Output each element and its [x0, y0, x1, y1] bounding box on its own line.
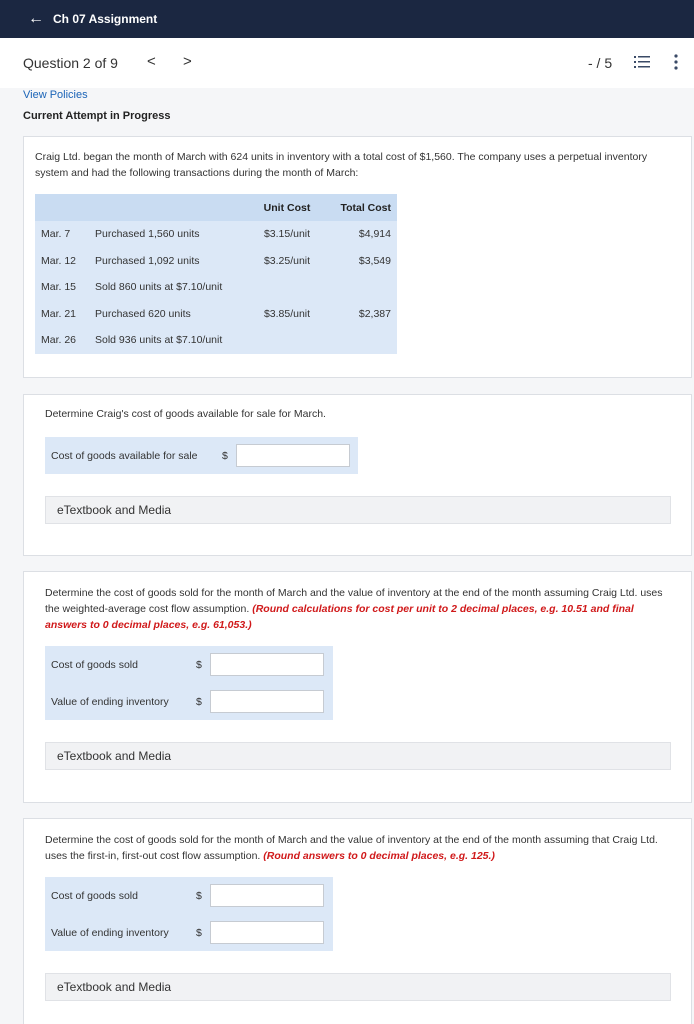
currency-symbol: $: [196, 889, 202, 902]
row-unit-cost: $3.15/unit: [263, 228, 311, 241]
row-unit-cost: $3.25/unit: [263, 254, 311, 267]
attempt-status: Current Attempt in Progress: [23, 110, 171, 122]
part1-prompt: Determine Craig's cost of goods available for sale for March.: [45, 408, 326, 420]
field-label: Cost of goods available for sale: [51, 449, 198, 462]
field-label: Value of ending inventory: [51, 926, 169, 939]
top-bar: [0, 0, 694, 38]
row-total-cost: [327, 274, 397, 301]
field-label: Value of ending inventory: [51, 695, 169, 708]
row-description: Sold 936 units at $7.10/unit: [95, 334, 223, 347]
part3-rounding-instruction: (Round answers to 0 decimal places, e.g. 125.): [263, 850, 495, 862]
part3-question-text: Determine the cost of goods sold for the month of March and the value of inventory at the end of the month assuming that Craig Ltd. uses the first-in, first-out cost flow assumption.: [45, 834, 658, 862]
column-header: [95, 194, 247, 221]
row-date: Mar. 15: [41, 281, 77, 294]
table-row: [35, 221, 397, 248]
answer-row-ending-inventory: [45, 914, 333, 951]
previous-question-button[interactable]: <: [147, 53, 156, 70]
problem-intro: Craig Ltd. began the month of March with 624 units in inventory with a total cost of $1,560. The company uses a perpetual inventory system and had the following transactions during the month of March:: [35, 151, 648, 179]
currency-symbol: $: [222, 449, 228, 462]
row-description: Sold 860 units at $7.10/unit: [95, 281, 223, 294]
part2-prompt: [45, 585, 670, 633]
row-total-cost: [327, 327, 397, 354]
part2-rounding-instruction: (Round calculations for cost per unit to 2 decimal places, e.g. 10.51 and final answers to 0 decimal places, e.g. 61,053.): [45, 603, 634, 631]
field-label: Cost of goods sold: [51, 658, 138, 671]
row-date: Mar. 21: [41, 307, 77, 320]
view-policies-link[interactable]: View Policies: [23, 89, 88, 101]
question-counter: Question 2 of 9: [23, 55, 118, 71]
problem-card: [23, 136, 692, 378]
row-date: Mar. 26: [41, 334, 77, 347]
row-unit-cost: [247, 274, 327, 301]
row-unit-cost: [247, 327, 327, 354]
row-total-cost: $2,387: [358, 307, 391, 320]
row-total-cost: $3,549: [358, 254, 391, 267]
part3-answer-box: [45, 877, 333, 951]
table-row: [35, 274, 397, 301]
next-question-button[interactable]: >: [183, 53, 192, 70]
row-description: Purchased 620 units: [95, 307, 191, 320]
answer-row-ending-inventory: [45, 683, 333, 720]
table-header: [35, 194, 397, 221]
table-row: [35, 301, 397, 328]
part3-card: [23, 818, 692, 1024]
column-header-total-cost: Total Cost: [327, 194, 397, 221]
currency-symbol: $: [196, 658, 202, 671]
row-description: Purchased 1,092 units: [95, 254, 200, 267]
etextbook-media-button[interactable]: eTextbook and Media: [45, 496, 671, 524]
part3-prompt: [45, 832, 670, 864]
currency-symbol: $: [196, 926, 202, 939]
row-date: Mar. 7: [41, 228, 71, 241]
part2-answer-box: [45, 646, 333, 720]
etextbook-media-button[interactable]: eTextbook and Media: [45, 742, 671, 770]
back-arrow-icon[interactable]: ←: [28, 10, 44, 27]
wa-ending-inventory-input[interactable]: [210, 690, 324, 713]
transactions-table: [35, 194, 397, 354]
etextbook-media-button[interactable]: eTextbook and Media: [45, 973, 671, 1001]
assignment-title: Ch 07 Assignment: [53, 12, 158, 26]
row-date: Mar. 12: [41, 254, 77, 267]
fifo-ending-inventory-input[interactable]: [210, 921, 324, 944]
wa-cost-of-goods-sold-input[interactable]: [210, 653, 324, 676]
currency-symbol: $: [196, 695, 202, 708]
part2-question-text: Determine the cost of goods sold for the month of March and the value of inventory at the end of the month assuming Craig Ltd. uses the weighted-average cost flow assumption.: [45, 587, 663, 615]
column-header-unit-cost: Unit Cost: [247, 194, 327, 221]
cost-of-goods-available-input[interactable]: [236, 444, 350, 467]
row-description: Purchased 1,560 units: [95, 228, 200, 241]
part2-card: [23, 571, 692, 803]
answer-row-cogs: [45, 646, 333, 683]
answer-row-cogs: [45, 877, 333, 914]
part1-answer-box: [45, 437, 358, 474]
row-total-cost: $4,914: [358, 228, 391, 241]
more-vertical-icon[interactable]: [673, 54, 679, 70]
score-display: - / 5: [588, 55, 613, 71]
column-header: [35, 194, 95, 221]
answer-row-cogas: [45, 437, 358, 474]
list-icon[interactable]: [634, 55, 650, 69]
question-bar: [0, 38, 694, 88]
fifo-cost-of-goods-sold-input[interactable]: [210, 884, 324, 907]
table-row: [35, 248, 397, 275]
table-row: [35, 327, 397, 354]
part1-card: [23, 394, 692, 556]
field-label: Cost of goods sold: [51, 889, 138, 902]
row-unit-cost: $3.85/unit: [263, 307, 311, 320]
